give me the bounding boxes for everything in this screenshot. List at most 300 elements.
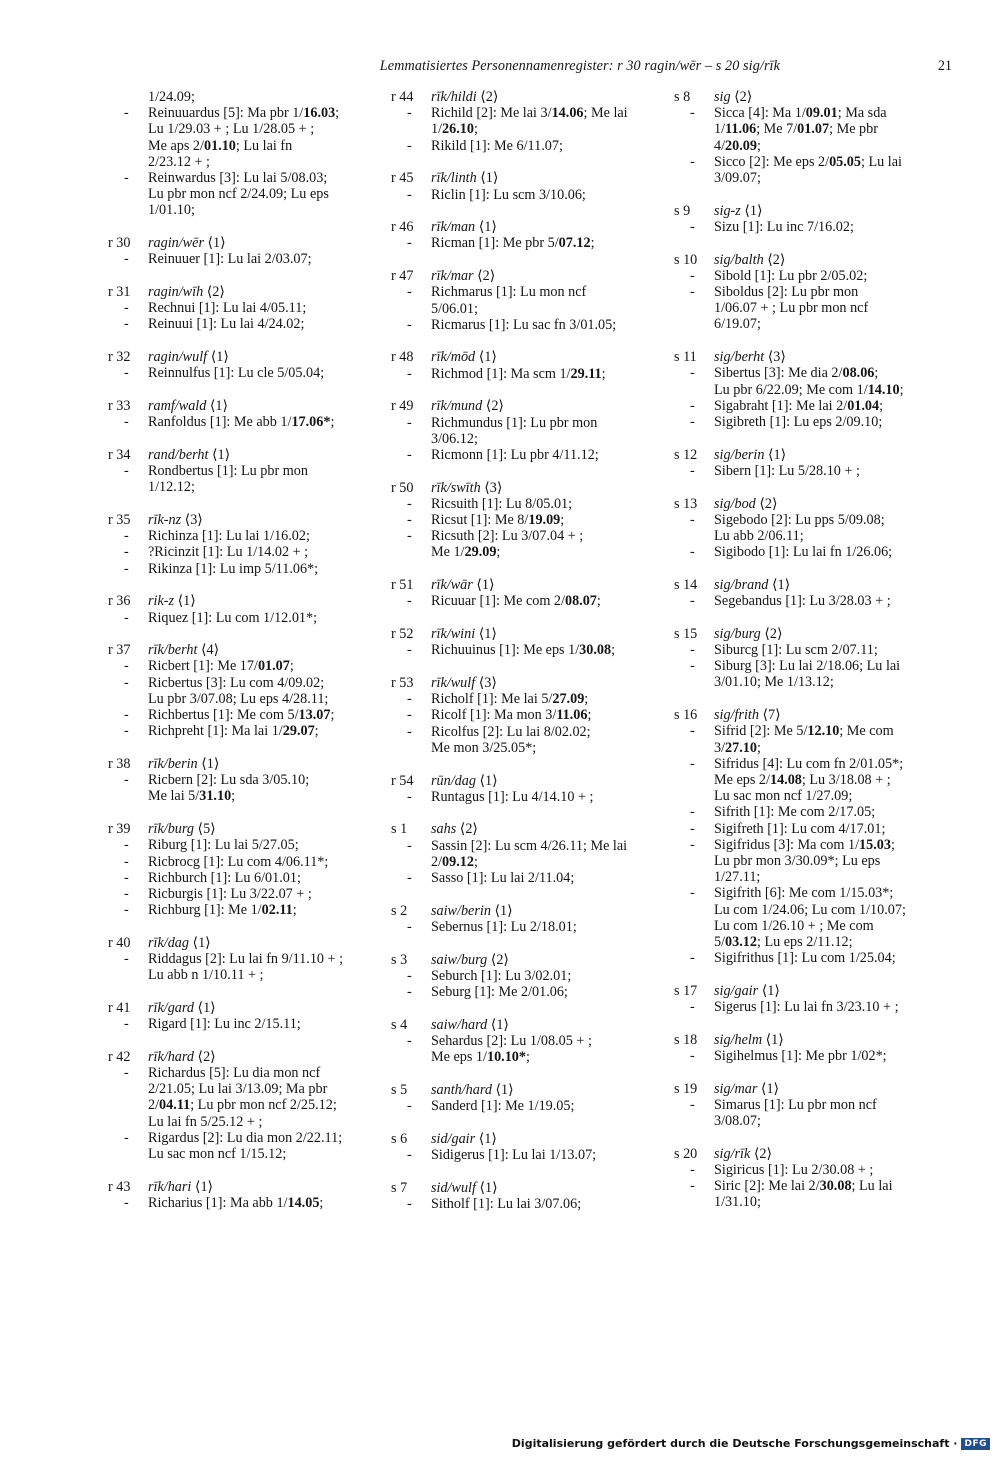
name-text: Ricolf [1]: Ma mon 3/ [431, 707, 557, 724]
entry-code: s 17 [674, 982, 698, 999]
register-entry [108, 1049, 370, 1162]
entry-code: r 32 [108, 349, 131, 366]
name-line [674, 804, 944, 820]
entry-count: ⟨1⟩ [744, 202, 763, 219]
entry-count: ⟨1⟩ [210, 349, 229, 366]
name-text: Rechnui [1]: Lu lai 4/05.11; [148, 300, 307, 317]
entry-heading [674, 252, 944, 268]
entry-code: r 31 [108, 284, 131, 301]
name-text: Me eps 1/ [431, 1049, 487, 1066]
register-entry [108, 512, 370, 577]
entry-code: s 14 [674, 576, 698, 593]
entry-count: ⟨2⟩ [485, 398, 504, 415]
dash-marker: - [407, 512, 412, 529]
name-text: Lu pbr mon ncf 2/24.09; Lu eps [148, 186, 329, 203]
name-line [108, 1114, 370, 1130]
register-entry [108, 349, 370, 381]
bold-date: 15.03 [859, 836, 891, 853]
entry-heading [108, 935, 370, 951]
dash-marker: - [407, 593, 412, 610]
dash-marker: - [407, 446, 412, 463]
entry-lemma: rīk/hari [148, 1178, 192, 1195]
name-text: 1/27.11; [714, 869, 761, 886]
name-text: 3/01.10; Me 1/13.12; [714, 674, 834, 691]
bold-date: 01.07 [797, 121, 830, 138]
dash-marker: - [124, 1194, 129, 1211]
name-text: Lu pbr 6/22.09; Me com 1/ [714, 381, 868, 398]
name-line [108, 870, 370, 886]
dash-marker: - [407, 528, 412, 545]
entry-code: s 12 [674, 446, 698, 463]
bold-date: 27.09 [552, 691, 585, 708]
entry-heading [391, 1017, 661, 1033]
bold-date: 01.04 [847, 397, 880, 414]
dash-marker: - [407, 186, 412, 203]
bold-date: 20.09 [725, 137, 757, 154]
name-text: Rigard [1]: Lu inc 2/15.11; [148, 1016, 301, 1033]
name-text: ; [473, 853, 478, 870]
entry-heading [674, 349, 944, 365]
name-line [108, 121, 370, 137]
name-line [674, 1162, 944, 1178]
entry-lemma: rūn/dag [431, 772, 476, 789]
name-text: Richuuinus [1]: Me eps 1/ [431, 642, 580, 659]
name-line [674, 674, 944, 690]
register-entry [674, 577, 944, 609]
name-text: 1/ [714, 121, 726, 138]
bold-date: 31.10 [199, 788, 232, 805]
name-line [108, 316, 370, 332]
register-entry [674, 1081, 944, 1130]
name-line [108, 675, 370, 691]
name-line [674, 658, 944, 674]
entry-heading [108, 512, 370, 528]
entry-code: r 47 [391, 268, 414, 285]
name-line [391, 1098, 661, 1114]
name-text: ; Lu pbr mon ncf 2/25.12; [190, 1097, 337, 1114]
name-text: ; [335, 105, 340, 122]
register-entry [674, 1146, 944, 1211]
name-text: ; [590, 235, 595, 252]
name-text: Reinuuardus [5]: Ma pbr 1/ [148, 105, 304, 122]
name-text: ; [314, 723, 319, 740]
entry-lemma: rīk/berin [148, 756, 198, 772]
name-line [674, 300, 944, 316]
dash-marker: - [124, 902, 129, 919]
entry-code: r 48 [391, 349, 414, 366]
register-entry [674, 89, 944, 186]
entry-count: ⟨2⟩ [459, 821, 478, 838]
entry-heading [674, 1081, 944, 1097]
entry-heading [674, 1146, 944, 1162]
entry-count: ⟨1⟩ [177, 593, 196, 610]
dash-marker: - [407, 1146, 412, 1163]
name-text: Richmundus [1]: Lu pbr mon [431, 414, 598, 431]
name-line [108, 186, 370, 202]
name-text: Siburg [3]: Lu lai 2/18.06; Lu lai [714, 658, 901, 675]
name-line [108, 202, 370, 218]
name-line [674, 268, 944, 284]
name-line [108, 1146, 370, 1162]
name-line [674, 1097, 944, 1113]
bold-date: 09.12 [442, 853, 474, 870]
entry-heading [108, 235, 370, 251]
entry-code: s 8 [674, 89, 691, 105]
name-line [674, 740, 944, 756]
name-text: 1/06.07 + ; Lu pbr mon ncf [714, 300, 869, 317]
dash-marker: - [124, 528, 129, 545]
name-text: ; Lu lai fn [235, 137, 293, 154]
entry-heading [391, 675, 661, 691]
name-line [391, 138, 661, 154]
register-entry [108, 821, 370, 918]
register-entry [674, 252, 944, 333]
dash-marker: - [124, 316, 129, 333]
name-text: ; Ma sda [837, 105, 887, 122]
register-entry [674, 983, 944, 1015]
entry-lemma: rīk/berht [148, 642, 198, 659]
name-line [108, 463, 370, 479]
dash-marker: - [124, 1129, 129, 1146]
name-text: 3/ [714, 739, 726, 756]
entry-heading [391, 480, 661, 496]
dash-marker: - [690, 723, 695, 740]
name-text: ; [596, 593, 601, 610]
entry-heading [108, 1049, 370, 1065]
name-line [674, 723, 944, 739]
register-entry [108, 89, 370, 219]
dash-marker: - [124, 105, 129, 122]
name-text: Sigerus [1]: Lu lai fn 3/23.10 + ; [714, 999, 899, 1016]
name-text: Sassin [2]: Lu scm 4/26.11; Me lai [431, 837, 628, 854]
name-text: Richpreht [1]: Ma lai 1/ [148, 723, 283, 740]
dash-marker: - [124, 544, 129, 561]
name-line [108, 365, 370, 381]
entry-lemma: sig/bod [714, 495, 756, 512]
bold-date: 14.08 [769, 771, 802, 788]
name-line [391, 919, 661, 935]
name-text: Rikinza [1]: Lu imp 5/11.06*; [148, 560, 319, 577]
bold-date: 02.11 [261, 902, 293, 919]
dash-marker: - [407, 316, 412, 333]
entry-count: ⟨1⟩ [211, 446, 231, 463]
name-text: Richburg [1]: Me 1/ [148, 902, 262, 919]
name-line [674, 788, 944, 804]
register-entry [391, 349, 661, 381]
entry-code: r 39 [108, 821, 131, 838]
name-text: Ricsut [1]: Me 8/ [431, 512, 529, 529]
bold-date: 29.11 [570, 365, 602, 382]
name-line [391, 447, 661, 463]
name-text: Sigibreth [1]: Lu eps 2/09.10; [714, 413, 883, 430]
entry-count: ⟨2⟩ [759, 495, 778, 512]
name-text: Sicca [4]: Ma 1/ [714, 105, 806, 122]
name-line [391, 317, 661, 333]
entry-code: s 19 [674, 1080, 698, 1097]
entry-code: r 34 [108, 446, 131, 463]
dash-marker: - [690, 1096, 695, 1113]
dash-marker: - [690, 593, 695, 610]
dash-marker: - [124, 1065, 129, 1082]
entry-count: ⟨1⟩ [768, 446, 787, 463]
dash-marker: - [690, 413, 695, 430]
name-text: Sigebodo [2]: Lu pps 5/09.08; [714, 511, 885, 528]
name-text: Sehardus [2]: Lu 1/08.05 + ; [431, 1032, 592, 1049]
entry-lemma: ragin/wīh [148, 284, 204, 301]
name-line [674, 918, 944, 934]
entry-code: s 20 [674, 1145, 698, 1162]
dash-marker: - [407, 1098, 412, 1115]
entry-lemma: rīk/gard [148, 999, 194, 1016]
name-line [674, 1048, 944, 1064]
entry-code: r 45 [391, 170, 414, 187]
entry-lemma: sig/berht [714, 349, 765, 366]
name-line [674, 821, 944, 837]
entry-heading [391, 219, 661, 235]
name-line [674, 642, 944, 658]
name-text: Seburch [1]: Lu 3/02.01; [431, 967, 572, 984]
name-text: Sigabraht [1]: Me lai 2/ [714, 397, 848, 414]
name-text: Ricbert [1]: Me 17/ [148, 658, 258, 675]
name-line [391, 1033, 661, 1049]
bold-date: 29.07 [282, 723, 315, 740]
entry-heading [108, 642, 370, 658]
name-line [391, 1049, 661, 1065]
entry-lemma: rīk/swīth [431, 479, 481, 496]
entry-heading [674, 626, 944, 642]
register-entry [108, 756, 370, 805]
name-line [391, 528, 661, 544]
name-line [108, 300, 370, 316]
dash-marker: - [690, 365, 695, 382]
name-line [674, 528, 944, 544]
entry-code: r 30 [108, 235, 131, 252]
register-entry [674, 1032, 944, 1064]
register-entry [108, 1000, 370, 1032]
dash-marker: - [124, 723, 129, 740]
entry-lemma: rīk/mar [431, 268, 474, 285]
entry-heading [674, 1032, 944, 1048]
entry-count: ⟨1⟩ [192, 934, 211, 951]
name-text: Sibertus [3]: Me dia 2/ [714, 365, 843, 382]
name-text: ; [292, 902, 297, 919]
entry-code: r 36 [108, 593, 131, 610]
name-line [108, 658, 370, 674]
dash-marker: - [690, 153, 695, 170]
entry-heading [391, 1131, 661, 1147]
name-line [108, 1195, 370, 1211]
dash-marker: - [124, 772, 129, 789]
register-entry [391, 626, 661, 658]
column-3 [674, 89, 944, 1227]
name-line [391, 366, 661, 382]
name-line [391, 121, 661, 137]
entry-lemma: sig-z [714, 202, 741, 219]
entry-heading [674, 983, 944, 999]
entry-lemma: sig [714, 89, 731, 105]
register-entry [108, 1179, 370, 1211]
entry-code: s 13 [674, 495, 698, 512]
entry-code: s 7 [391, 1179, 408, 1196]
entry-count: ⟨1⟩ [761, 982, 780, 999]
name-text: Segebandus [1]: Lu 3/28.03 + ; [714, 593, 891, 610]
register-entry [674, 496, 944, 561]
dash-marker: - [690, 511, 695, 528]
dash-marker: - [407, 723, 412, 740]
bold-date: 09.01 [805, 105, 838, 122]
entry-lemma: sig/rīk [714, 1145, 751, 1162]
entry-count: ⟨1⟩ [478, 219, 497, 236]
name-line [108, 610, 370, 626]
dash-marker: - [407, 235, 412, 252]
entry-count: ⟨1⟩ [760, 1080, 780, 1097]
entry-lemma: sig/gair [714, 982, 759, 999]
entry-heading [674, 707, 944, 723]
name-line [674, 382, 944, 398]
name-text: ?Ricinzit [1]: Lu 1/14.02 + ; [148, 544, 309, 561]
register-entry [391, 773, 661, 805]
name-text: 1/24.09; [148, 89, 195, 105]
dash-marker: - [124, 170, 129, 187]
name-text: 5/ [714, 933, 726, 950]
entry-heading [391, 170, 661, 186]
name-text: 3/08.07; [714, 1113, 761, 1130]
name-line [674, 593, 944, 609]
page-number: 21 [937, 58, 952, 74]
name-line [391, 838, 661, 854]
name-text: ; [890, 836, 895, 853]
register-entry [391, 675, 661, 756]
entry-heading [108, 349, 370, 365]
name-line [108, 837, 370, 853]
name-text: Riddagus [2]: Lu lai fn 9/11.10 + ; [148, 951, 344, 968]
entry-count: ⟨3⟩ [484, 479, 503, 496]
name-text: Reinnulfus [1]: Lu cle 5/05.04; [148, 365, 325, 382]
name-text: Ricmarus [1]: Lu sac fn 3/01.05; [431, 316, 617, 333]
dash-marker: - [690, 284, 695, 301]
register-entry [108, 447, 370, 496]
footer [512, 1437, 990, 1450]
dash-marker: - [124, 609, 129, 626]
entry-code: s 6 [391, 1130, 408, 1147]
name-line [108, 691, 370, 707]
entry-lemma: rīk/wulf [431, 674, 476, 691]
entry-count: ⟨4⟩ [200, 642, 220, 659]
name-line [108, 170, 370, 186]
name-line [674, 512, 944, 528]
name-line [674, 934, 944, 950]
entry-lemma: rīk/mund [431, 398, 483, 415]
name-text: Sigifreth [1]: Lu com 4/17.01; [714, 820, 886, 837]
name-line [674, 544, 944, 560]
entry-count: ⟨1⟩ [479, 772, 498, 789]
entry-lemma: rik-z [148, 593, 175, 610]
name-text: ; [601, 365, 606, 382]
entry-lemma: santh/hard [431, 1081, 492, 1098]
name-text: Ricsuith [1]: Lu 8/05.01; [431, 495, 573, 512]
bold-date: 29.09 [464, 544, 497, 561]
name-text: Ricuuar [1]: Me com 2/ [431, 593, 565, 610]
name-text: 2/ [431, 853, 443, 870]
name-text: Ricsuth [2]: Lu 3/07.04 + ; [431, 528, 584, 545]
bold-date: 05.05 [829, 153, 861, 170]
name-text: ; [899, 381, 904, 398]
name-text: Lu abb 2/06.11; [714, 527, 804, 544]
name-text: Sigihelmus [1]: Me pbr 1/02*; [714, 1047, 887, 1064]
dash-marker: - [407, 788, 412, 805]
entry-code: r 33 [108, 398, 131, 415]
name-text: 2/23.12 + ; [148, 153, 210, 170]
name-line [391, 512, 661, 528]
name-line [108, 1130, 370, 1146]
entry-lemma: ramf/wald [148, 398, 207, 415]
entry-lemma: sig/brand [714, 576, 769, 593]
name-text: ; [319, 1194, 324, 1211]
dash-marker: - [690, 999, 695, 1016]
entry-lemma: sid/wulf [431, 1179, 476, 1196]
name-line [108, 707, 370, 723]
bold-date: 14.06 [551, 105, 584, 122]
entry-count: ⟨1⟩ [765, 1031, 784, 1048]
entry-code: s 4 [391, 1016, 408, 1033]
entry-lemma: ragin/wulf [148, 349, 208, 366]
name-text: Rikild [1]: Me 6/11.07; [431, 137, 563, 154]
name-text: Sigifridus [3]: Ma com 1/ [714, 836, 860, 853]
name-line [391, 187, 661, 203]
name-line [108, 772, 370, 788]
dash-marker: - [407, 414, 412, 431]
register-entry [391, 398, 661, 463]
name-line [674, 284, 944, 300]
entry-count: ⟨2⟩ [480, 89, 499, 105]
entry-lemma: sig/frith [714, 707, 759, 724]
name-line [674, 1178, 944, 1194]
entry-code: s 18 [674, 1031, 698, 1048]
name-line [674, 772, 944, 788]
entry-count: ⟨2⟩ [734, 89, 753, 105]
dash-marker: - [690, 820, 695, 837]
name-line [674, 219, 944, 235]
dash-marker: - [124, 674, 129, 691]
name-text: 1/12.12; [148, 479, 195, 496]
name-text: Richarius [1]: Ma abb 1/ [148, 1194, 288, 1211]
name-text: 6/19.07; [714, 316, 761, 333]
name-line [391, 691, 661, 707]
name-text: Reinwardus [3]: Lu lai 5/08.03; [148, 170, 328, 187]
column-2 [391, 89, 661, 1229]
register-entry [391, 1180, 661, 1212]
name-text: Richardus [5]: Lu dia mon ncf [148, 1065, 321, 1082]
name-text: Riclin [1]: Lu scm 3/10.06; [431, 186, 586, 203]
name-text: 1/01.10; [148, 202, 195, 219]
entry-lemma: rīk/hildi [431, 89, 477, 105]
entry-code: s 9 [674, 202, 691, 219]
dash-marker: - [407, 837, 412, 854]
register-entry [108, 642, 370, 739]
entry-lemma: sid/gair [431, 1130, 476, 1147]
name-text: Riburg [1]: Lu lai 5/27.05; [148, 837, 299, 854]
entry-count: ⟨2⟩ [490, 951, 509, 968]
name-text: 2/21.05; Lu lai 3/13.09; Ma pbr [148, 1081, 328, 1098]
bold-date: 10.10* [486, 1049, 526, 1066]
name-line [391, 724, 661, 740]
bold-date: 08.06 [842, 365, 875, 382]
name-text: Lu pbr 3/07.08; Lu eps 4/28.11; [148, 690, 329, 707]
entry-count: ⟨3⟩ [478, 674, 497, 691]
dash-marker: - [690, 658, 695, 675]
dash-marker: - [690, 1161, 695, 1178]
dash-marker: - [124, 414, 129, 431]
